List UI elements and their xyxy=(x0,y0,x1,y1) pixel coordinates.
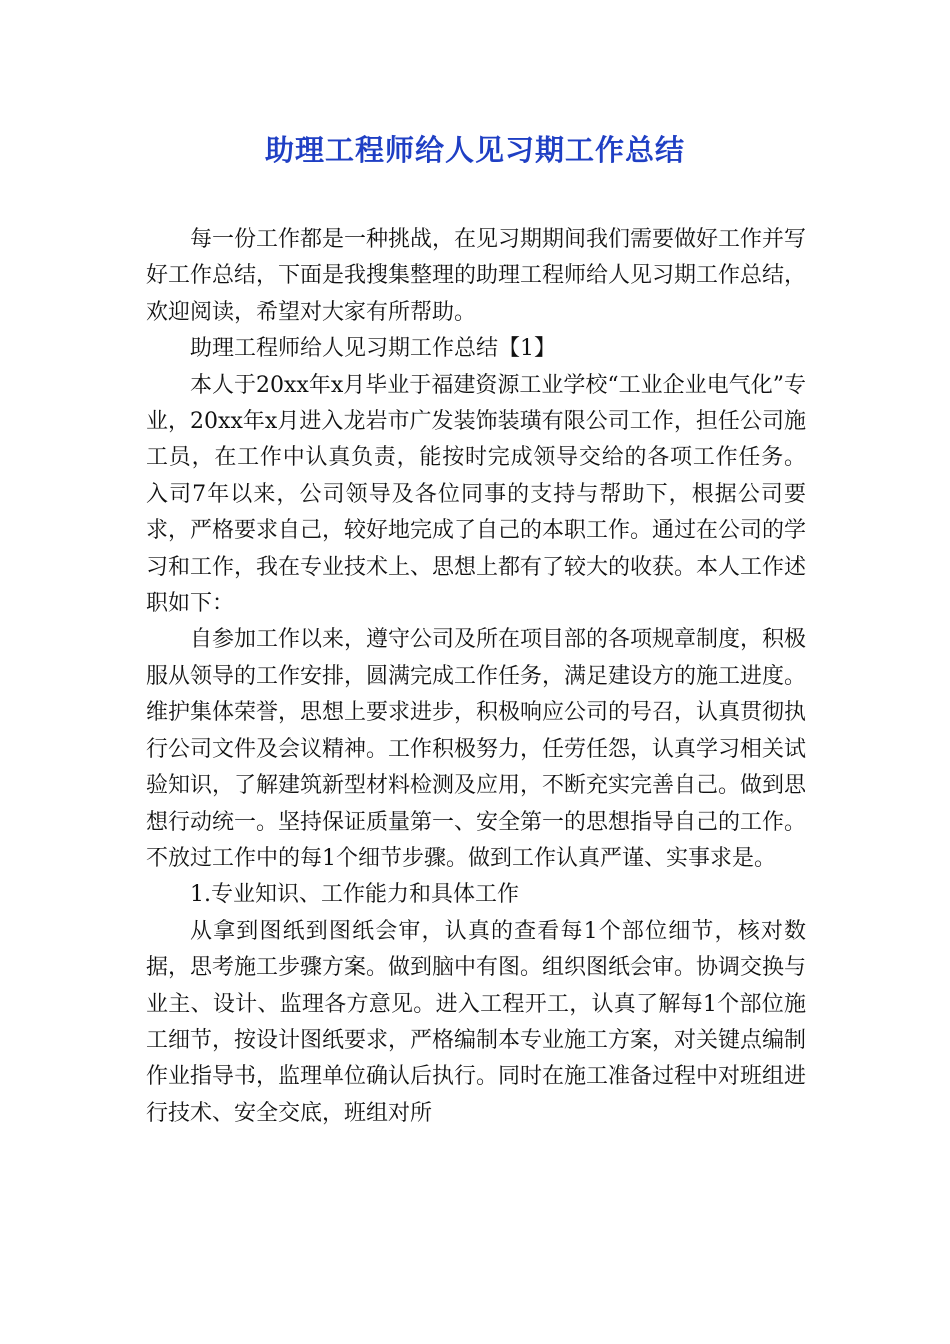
subsection-heading: 1.专业知识、工作能力和具体工作 xyxy=(190,882,519,908)
body-paragraph: 本人于20xx年x月毕业于福建资源工业学校“工业企业电气化”专业，20xx年x月进入龙岩市广发装饰装璜有限公司工作，担任公司施工员，在工作中认真负责，能按时完成领导交给的各项工作任务。 入司7年以来，公司领导及各位同事的支持与帮助下，根据公司要求，严格要求自己，较好地完成了自己的本职工作。通过在公司的学习和工作，我在专业技术上、思想上都有了较大的收获。本人工作述职如下： xyxy=(146,372,807,617)
document-body xyxy=(146,222,806,1132)
section-heading: 助理工程师给人见习期工作总结【1】 xyxy=(190,336,556,362)
body-paragraph: 自参加工作以来，遵守公司及所在项目部的各项规章制度，积极服从领导的工作安排，圆满完成工作任务，满足建设方的施工进度。维护集体荣誉，思想上要求进步，积极响应公司的号召，认真贯彻执行公司文件及会议精神。工作积极努力，任劳任怨，认真学习相关试验知识，了解建筑新型材料检测及应用，不断充实完善自己。做到思想行动统一。坚持保证质量第一、安全第一的思想指导自己的工作。不放过工作中的每1个细节步骤。做到工作认真严谨、实事求是。 xyxy=(146,627,807,871)
intro-paragraph: 每一份工作都是一种挑战，在见习期期间我们需要做好工作并写好工作总结，下面是我搜集整理的助理工程师给人见习期工作总结，欢迎阅读，希望对大家有所帮助。 xyxy=(146,227,807,325)
document-title: 助理工程师给人见习期工作总结 xyxy=(264,133,685,167)
body-paragraph: 从拿到图纸到图纸会审，认真的查看每1个部位细节，核对数据，思考施工步骤方案。做到脑中有图。组织图纸会审。协调交换与业主、设计、监理各方意见。进入工程开工，认真了解每1个部位施工细节，按设计图纸要求，严格编制本专业施工方案，对关键点编制作业指导书，监理单位确认后执行。同时在施工准备过程中对班组进行技术、安全交底，班组对所 xyxy=(146,918,807,1126)
